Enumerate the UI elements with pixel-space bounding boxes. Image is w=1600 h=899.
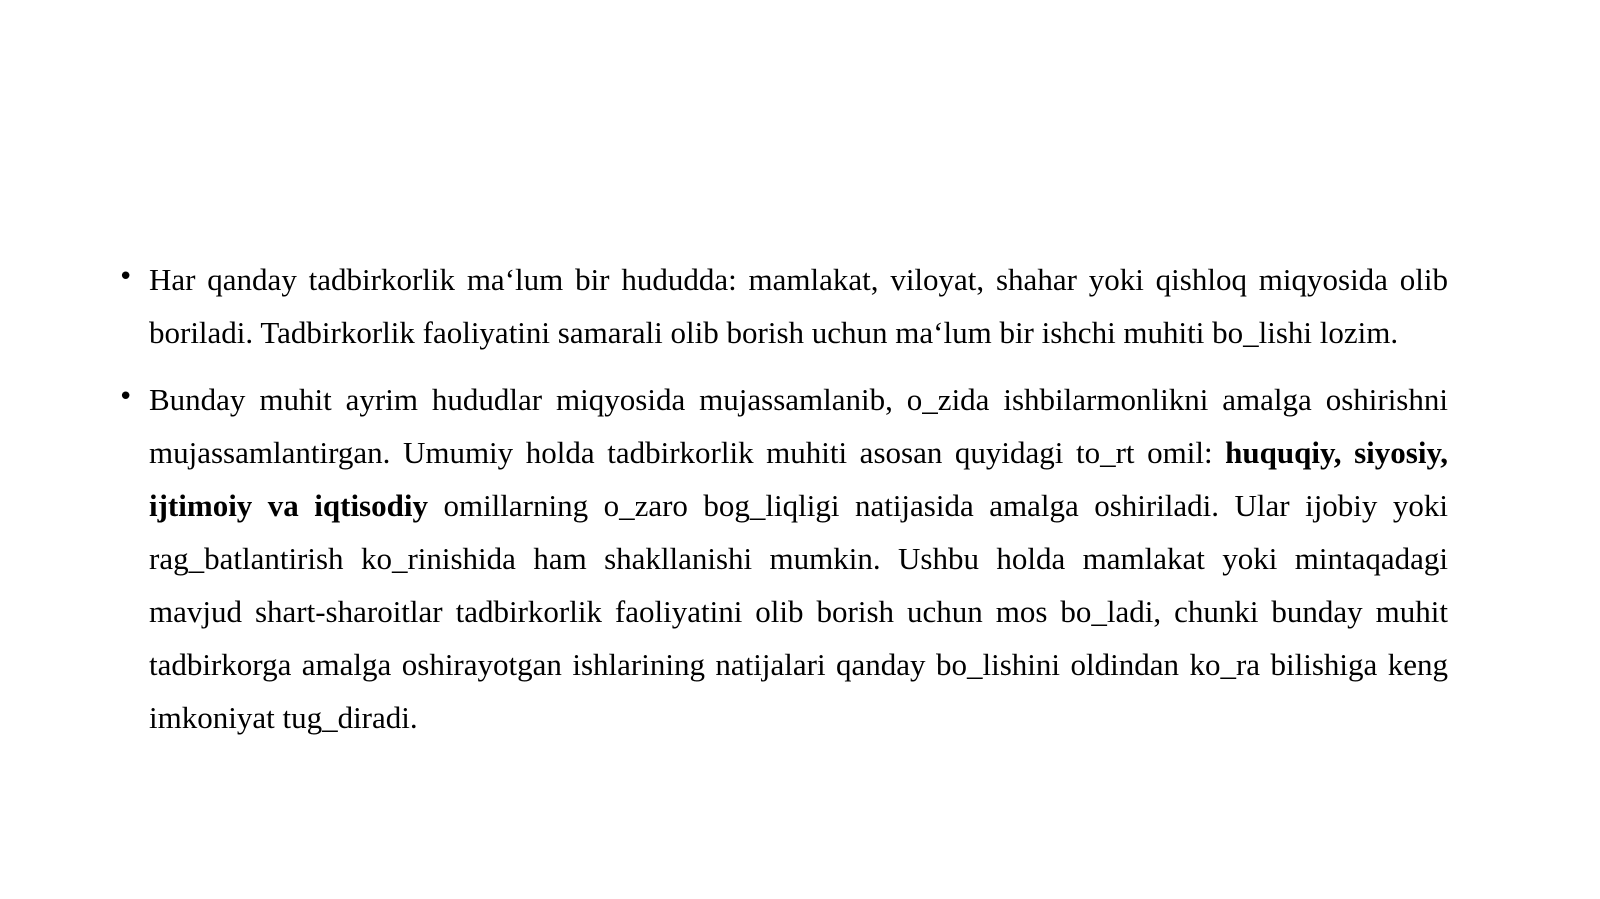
bullet-icon: • xyxy=(118,262,134,292)
bullet-bold-text: huquqiy, siyosiy, ijtimoiy va iqtisodiy xyxy=(149,435,1448,523)
slide-body xyxy=(118,253,1448,744)
bullet-text-before: Bunday muhit ayrim hududlar miqyosida mujassamlanib, o_zida ishbilarmonlikni amalga oshirishni mujassamlantirgan. Umumiy holda tadbirkorlik muhiti asosan quyidagi to_rt omil: xyxy=(149,382,1448,470)
bullet-text: Har qanday tadbirkorlik ma‘lum bir hududda: mamlakat, viloyat, shahar yoki qishloq miqyosida olib boriladi. Tadbirkorlik faoliyatini samarali olib borish uchun ma‘lum bir ishchi muhiti bo_lishi lozim. xyxy=(149,262,1448,350)
bullet-item-1 xyxy=(118,253,1448,359)
bullet-icon: • xyxy=(118,382,134,412)
bullet-item-2 xyxy=(118,373,1448,744)
bullet-text-after: omillarning o_zaro bog_liqligi natijasida amalga oshiriladi. Ular ijobiy yoki rag_batlantirish ko_rinishida ham shakllanishi mumkin. Ushbu holda mamlakat yoki mintaqadagi mavjud shart-sharoitlar tadbirkorlik faoliyatini olib borish uchun mos bo_ladi, chunki bunday muhit tadbirkorga amalga oshirayotgan ishlarining natijalari qanday bo_lishini oldindan ko_ra bilishiga keng imkoniyat tug_diradi. xyxy=(149,488,1449,735)
